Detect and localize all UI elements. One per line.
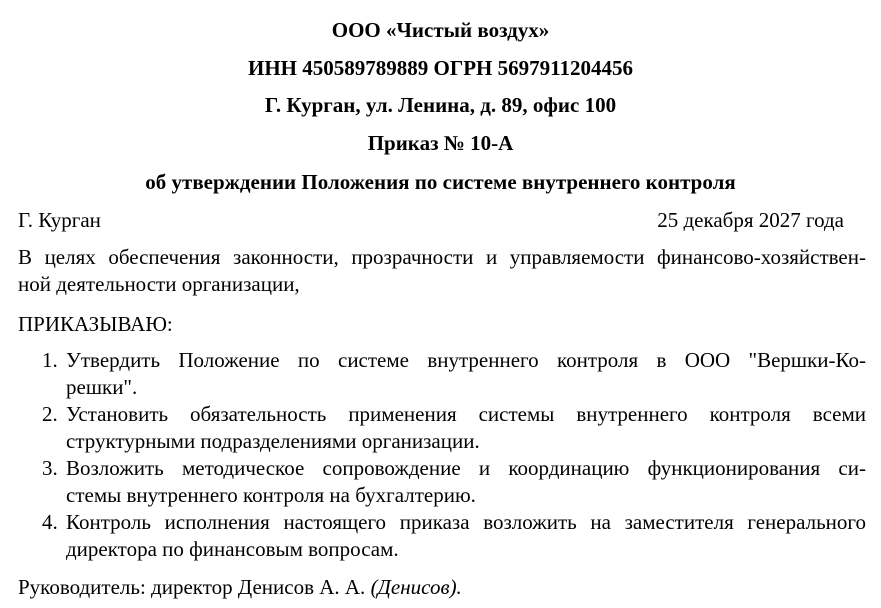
item-number: 1. <box>42 348 58 372</box>
company-address: Г. Курган, ул. Ленина, д. 89, офис 100 <box>264 93 617 117</box>
order-date: 25 декабря 2027 года <box>657 208 844 232</box>
item-text-line-1: Возложить методическое сопровождение и координацию функционирования си- <box>66 456 866 480</box>
item-number: 4. <box>42 510 58 534</box>
item-text-line-2: стемы внутреннего контроля на бухгалтерию. <box>66 483 476 507</box>
signature-text: Руководитель: директор Денисов А. А. <box>18 575 366 599</box>
order-subject: об утверждении Положения по системе внутреннего контроля <box>145 170 736 194</box>
preamble-line-2: ной деятельности организации, <box>18 272 300 296</box>
item-number: 3. <box>42 456 58 480</box>
item-text-line-2: решки". <box>66 375 138 399</box>
signature-line <box>18 575 462 599</box>
company-requisites: ИНН 450589789889 ОГРН 5697911204456 <box>248 56 633 80</box>
item-text-line-2: структурными подразделениями организации. <box>66 429 480 453</box>
item-text-line-1: Установить обязательность применения системы внутреннего контроля всеми <box>66 402 866 426</box>
item-number: 2. <box>42 402 58 426</box>
item-text-line-1: Контроль исполнения настоящего приказа возложить на заместителя генерального <box>66 510 866 534</box>
company-name: ООО «Чистый воздух» <box>331 18 550 42</box>
handwritten-signature: (Денисов). <box>370 575 462 599</box>
order-command: ПРИКАЗЫВАЮ: <box>18 312 173 336</box>
item-text-line-2: директора по финансовым вопросам. <box>66 537 399 561</box>
order-place: Г. Курган <box>18 208 101 232</box>
item-text-line-1: Утвердить Положение по системе внутреннего контроля в ООО "Вершки-Ко- <box>66 348 866 372</box>
order-title: Приказ № 10-А <box>367 131 514 155</box>
preamble-line-1: В целях обеспечения законности, прозрачности и управляемости финансово-хозяйствен- <box>18 245 866 269</box>
